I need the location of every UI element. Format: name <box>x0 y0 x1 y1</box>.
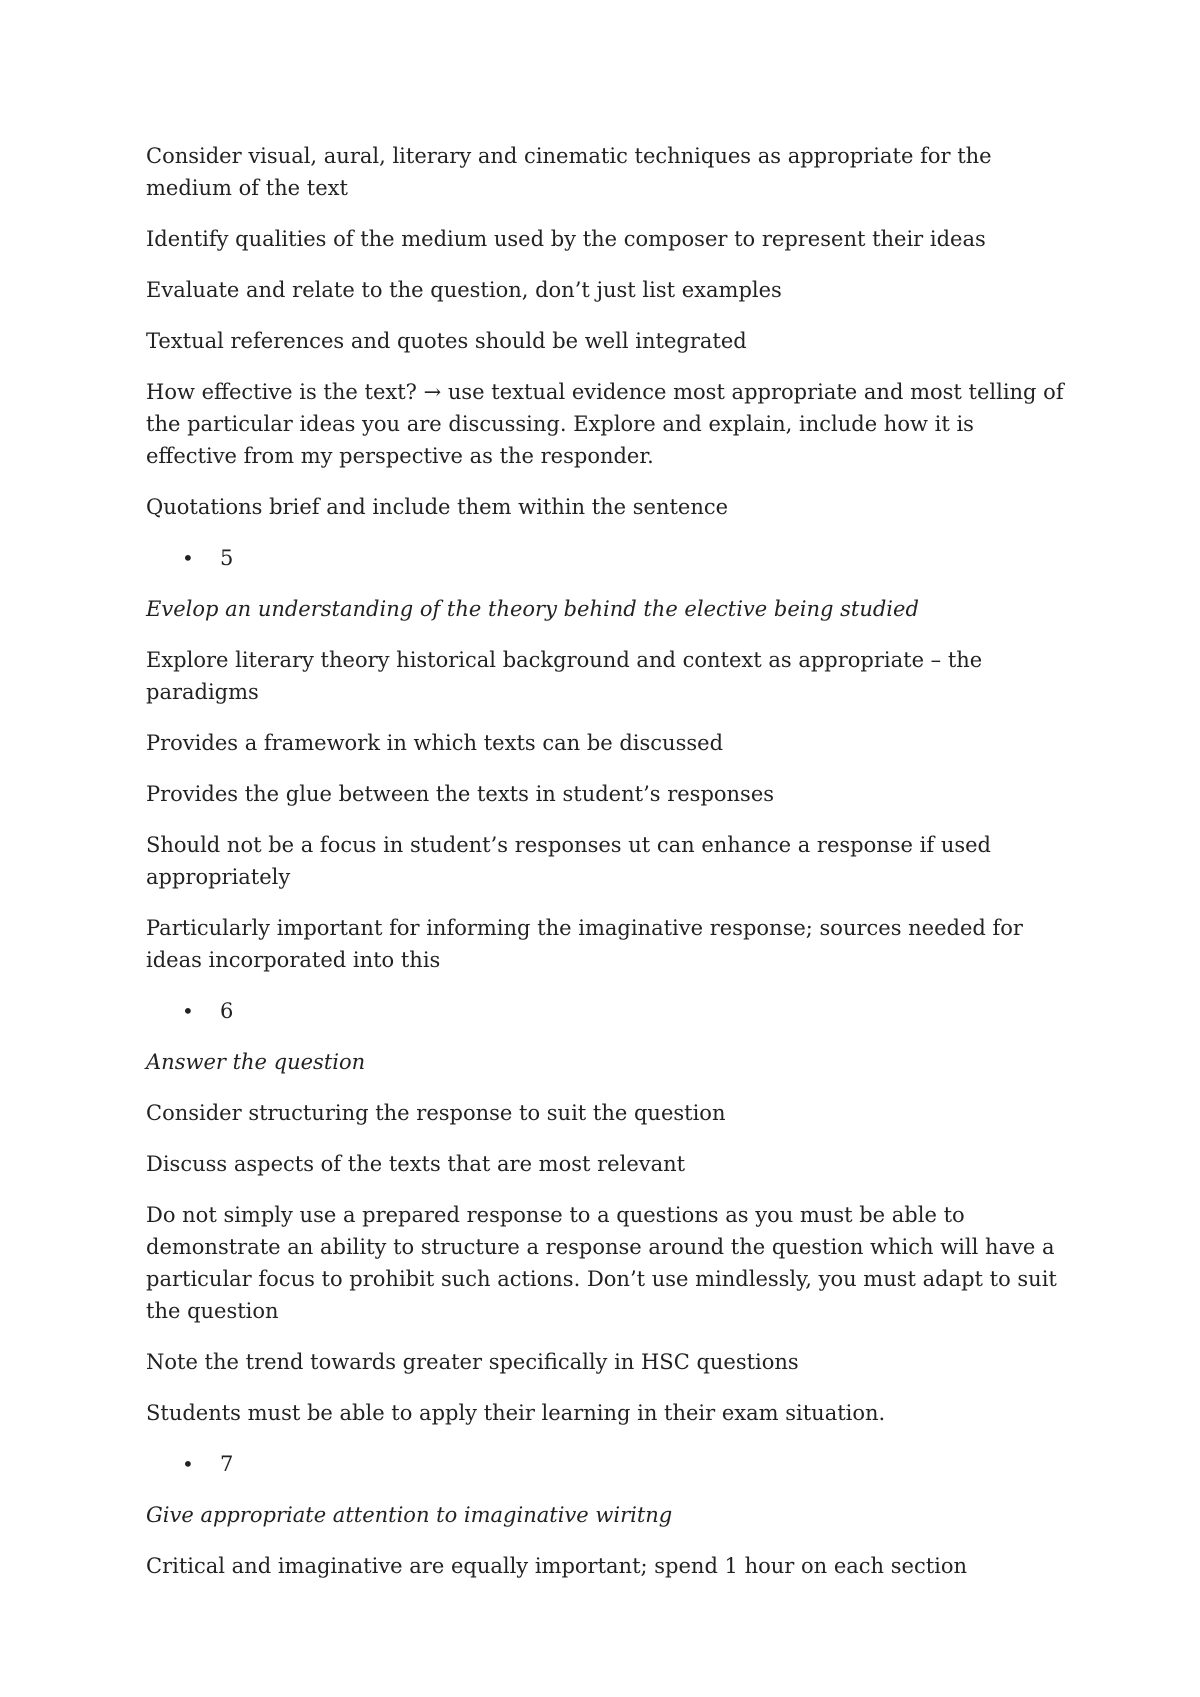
paragraph: Consider structuring the response to suit the question <box>146 1101 726 1125</box>
paragraph: Quotations brief and include them within the sentence <box>146 495 729 519</box>
paragraph: Explore literary theory historical background and context as appropriate – the paradigms <box>146 648 983 704</box>
paragraph: Discuss aspects of the texts that are most relevant <box>146 1152 686 1176</box>
paragraph: Provides a framework in which texts can be discussed <box>146 731 724 755</box>
section-heading: Give appropriate attention to imaginative wiritng <box>146 1503 673 1527</box>
section-heading: Answer the question <box>146 1050 366 1074</box>
paragraph: Textual references and quotes should be well integrated <box>146 329 747 353</box>
paragraph: Critical and imaginative are equally important; spend 1 hour on each section <box>146 1554 968 1578</box>
paragraph: Provides the glue between the texts in student’s responses <box>146 782 775 806</box>
paragraph: Identify qualities of the medium used by the composer to represent their ideas <box>146 227 986 251</box>
paragraph: Students must be able to apply their learning in their exam situation. <box>146 1401 886 1425</box>
bullet-number: 5 <box>220 546 234 570</box>
bullet-item <box>182 1448 1066 1480</box>
bullet-item <box>182 995 1066 1027</box>
bullet-number: 6 <box>220 999 234 1023</box>
bullet-dot-icon: • <box>182 546 194 570</box>
paragraph: Particularly important for informing the imaginative response; sources needed for ideas incorporated into this <box>146 916 1023 972</box>
document-body <box>146 140 1066 1601</box>
paragraph: Note the trend towards greater specifically in HSC questions <box>146 1350 799 1374</box>
paragraph: Evaluate and relate to the question, don’t just list examples <box>146 278 782 302</box>
paragraph: Do not simply use a prepared response to a questions as you must be able to demonstrate an ability to structure a response around the question which will have a particular focus to prohibit such actions. Don’t use mindlessly, you must adapt to suit the question <box>146 1203 1057 1323</box>
bullet-number: 7 <box>220 1452 234 1476</box>
paragraph: How effective is the text? → use textual evidence most appropriate and most telling of the particular ideas you are discussing. Explore and explain, include how it is effective from my perspective as the responder. <box>146 380 1064 468</box>
bullet-dot-icon: • <box>182 999 194 1023</box>
bullet-item <box>182 542 1066 574</box>
bullet-dot-icon: • <box>182 1452 194 1476</box>
section-heading: Evelop an understanding of the theory behind the elective being studied <box>146 597 919 621</box>
paragraph: Consider visual, aural, literary and cinematic techniques as appropriate for the medium of the text <box>146 144 992 200</box>
paragraph: Should not be a focus in student’s responses ut can enhance a response if used appropriately <box>146 833 991 889</box>
